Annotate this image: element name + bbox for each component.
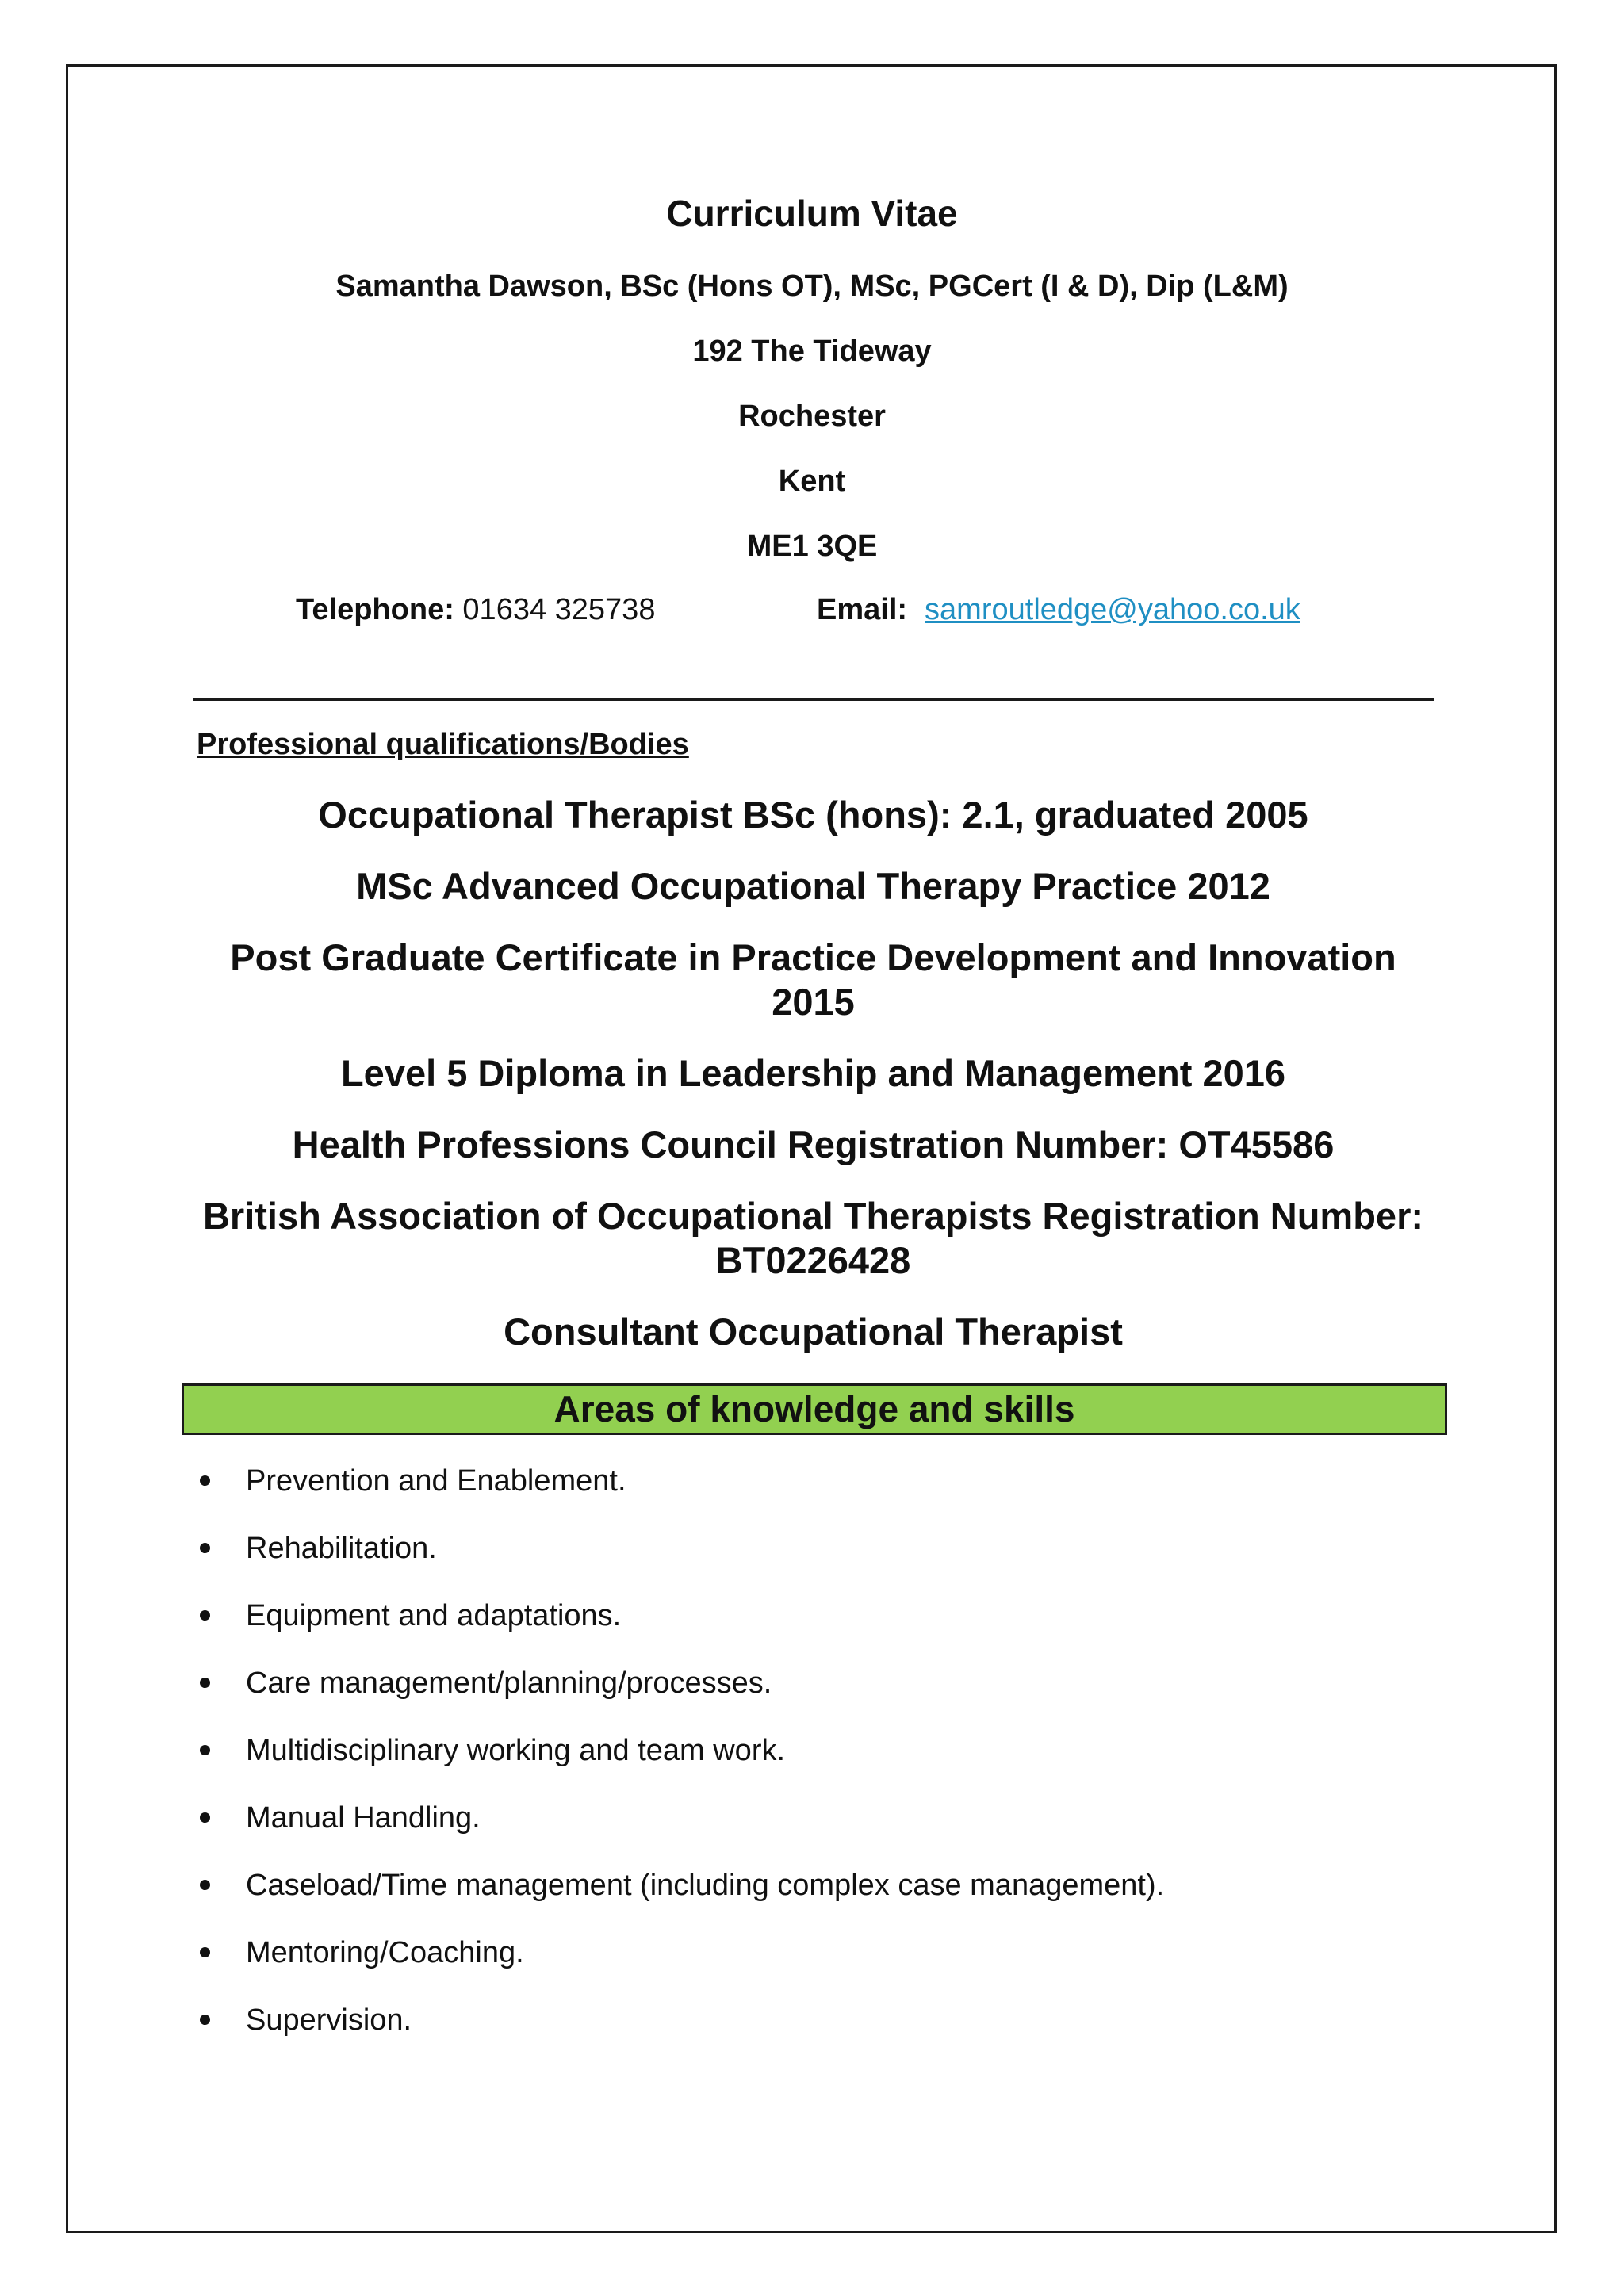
list-item — [197, 1598, 1434, 1665]
skill-text: Rehabilitation. — [246, 1532, 437, 1565]
qualification-item: MSc Advanced Occupational Therapy Practice 2012 — [356, 865, 1270, 907]
skill-text: Care management/planning/processes. — [246, 1667, 772, 1700]
skill-text: Supervision. — [246, 2003, 412, 2037]
list-item — [197, 1732, 1434, 1800]
email-link[interactable]: samroutledge@yahoo.co.uk — [925, 593, 1300, 626]
email-label: Email: — [817, 593, 908, 626]
skills-list — [197, 1463, 1434, 2069]
address-line-postcode: ME1 3QE — [746, 530, 878, 563]
qualification-item: Occupational Therapist BSc (hons): 2.1, graduated 2005 — [318, 794, 1308, 836]
qualifications-list — [193, 793, 1434, 1381]
bullet-icon — [200, 1947, 210, 1957]
bullet-icon — [200, 2015, 210, 2025]
list-item — [197, 1463, 1434, 1530]
email-row — [817, 593, 1300, 627]
list-item — [197, 1530, 1434, 1598]
telephone-row — [296, 593, 655, 627]
skill-text: Mentoring/Coaching. — [246, 1936, 524, 1969]
bullet-icon — [200, 1678, 210, 1688]
bullet-icon — [200, 1475, 210, 1486]
qualification-item: Health Professions Council Registration Number: OT45586 — [292, 1123, 1335, 1165]
bullet-icon — [200, 1610, 210, 1621]
telephone-label: Telephone: — [296, 593, 454, 626]
skill-text: Caseload/Time management (including complex case management). — [246, 1869, 1165, 1902]
skill-text: Equipment and adaptations. — [246, 1599, 622, 1632]
qualification-item: Post Graduate Certificate in Practice Development and Innovation 2015 — [230, 936, 1396, 1023]
address-line-street: 192 The Tideway — [692, 335, 932, 368]
bullet-icon — [200, 1880, 210, 1890]
skills-section-banner: Areas of knowledge and skills — [182, 1383, 1447, 1435]
skill-text: Manual Handling. — [246, 1801, 481, 1835]
qualifications-heading: Professional qualifications/Bodies — [197, 728, 689, 761]
candidate-name: Samantha Dawson, BSc (Hons OT), MSc, PGCert (I & D), Dip (L&M) — [335, 270, 1289, 303]
qualification-item: British Association of Occupational Therapists Registration Number: BT0226428 — [202, 1195, 1424, 1281]
bullet-icon — [200, 1745, 210, 1755]
telephone-number: 01634 325738 — [462, 593, 656, 626]
list-item — [197, 1867, 1434, 1934]
skill-text: Multidisciplinary working and team work. — [246, 1734, 786, 1767]
header-divider — [193, 698, 1434, 701]
qualification-item: Level 5 Diploma in Leadership and Management 2016 — [340, 1052, 1286, 1094]
address-line-county: Kent — [778, 465, 846, 498]
qualification-item: Consultant Occupational Therapist — [504, 1311, 1123, 1353]
bullet-icon — [200, 1812, 210, 1823]
list-item — [197, 1665, 1434, 1732]
list-item — [197, 1934, 1434, 2002]
list-item — [197, 2002, 1434, 2069]
bullet-icon — [200, 1543, 210, 1553]
address-line-town: Rochester — [738, 400, 886, 433]
list-item — [197, 1800, 1434, 1867]
document-title: Curriculum Vitae — [666, 193, 958, 234]
skill-text: Prevention and Enablement. — [246, 1464, 626, 1498]
